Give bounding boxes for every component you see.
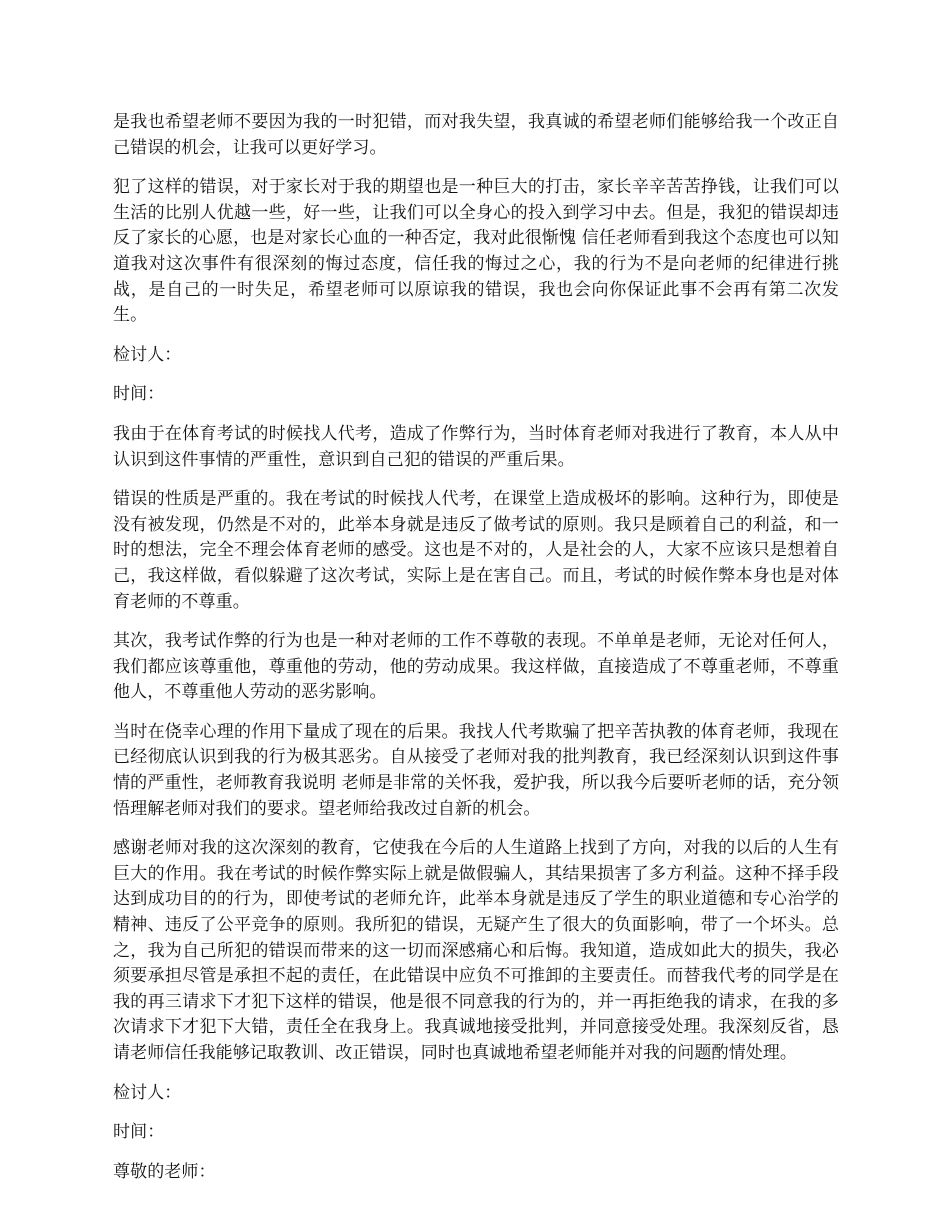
paragraph-exam-cheating: 我由于在体育考试的时候找人代考，造成了作弊行为，当时体育老师对我进行了教育，本人从中认识到这件事情的严重性，意识到自己犯的错误的严重后果。 <box>113 423 839 470</box>
salutation: 尊敬的老师： <box>113 1161 216 1182</box>
paragraph-disrespect: 其次，我考试作弊的行为也是一种对老师的工作不尊敬的表现。不单单是老师，无论对任何人，我们都应该尊重他，尊重他的劳动，他的劳动成果。我这样做，直接造成了不尊重老师，不尊重他人，不尊重他人劳动的恶劣影响。 <box>113 631 839 703</box>
paragraph-hope-teacher: 是我也希望老师不要因为我的一时犯错，而对我失望，我真诚的希望老师们能够给我一个改正自己错误的机会，让我可以更好学习。 <box>113 112 839 158</box>
paragraph-consequences: 当时在侥幸心理的作用下量成了现在的后果。我找人代考欺骗了把辛苦执教的体育老师，我现在已经彻底认识到我的行为极其恶劣。自从接受了老师对我的批判教育，我已经深刻认识到这件事情的严重性，老师教育我说明 老师是非常的关怀我，爱护我，所以我今后要听老师的话，充分领悟理解老师对我们的要求。望老师给我改过自新的机会。 <box>113 721 839 819</box>
document-page <box>113 110 839 1199</box>
signature-date-label: 时间： <box>113 384 165 405</box>
paragraph-thanks-teacher: 感谢老师对我的这次深刻的教育，它使我在今后的人生道路上找到了方向，对我的以后的人生有巨大的作用。我在考试的时候作弊实际上就是做假骗人，其结果损害了多方利益。这种不择手段达到成功目的的行为，即使考试的老师允许，此举本身就是违反了学生的职业道德和专心治学的精神、违反了公平竞争的原则。我所犯的错误，无疑产生了很大的负面影响，带了一个坏头。总之，我为自己所犯的错误而带来的这一切而深感痛心和后悔。我知道，造成如此大的损失，我必须要承担尽管是承担不起的责任，在此错误中应负不可推卸的主要责任。而替我代考的同学是在我的再三请求下才犯下这样的错误，他是很不同意我的行为的，并一再拒绝我的请求，在我的多次请求下才犯下大错，责任全在我身上。我真诚地接受批判，并同意接受处理。我深刻反省，恳请老师信任我能够记取教训、改正错误，同时也真诚地希望老师能并对我的问题酌情处理。 <box>113 838 839 1063</box>
signature-date-label-2: 时间： <box>113 1122 165 1143</box>
paragraph-serious-nature: 错误的性质是严重的。我在考试的时候找人代考，在课堂上造成极坏的影响。这种行为，即使是没有被发现，仍然是不对的，此举本身就是违反了做考试的原则。我只是顾着自己的利益，和一时的想法，完全不理会体育老师的感受。这也是不对的，人是社会的人，大家不应该只是想着自己，我这样做，看似躲避了这次考试，实际上是在害自己。而且，考试的时候作弊本身也是对体育老师的不尊重。 <box>113 489 839 612</box>
signature-reviewer-label: 检讨人： <box>113 344 182 365</box>
signature-reviewer-label-2: 检讨人： <box>113 1082 182 1103</box>
paragraph-parents-expectation: 犯了这样的错误，对于家长对于我的期望也是一种巨大的打击，家长辛辛苦苦挣钱，让我们可以生活的比别人优越一些，好一些，让我们可以全身心的投入到学习中去。但是，我犯的错误却违反了家长的心愿，也是对家长心血的一种否定，我对此很惭愧 信任老师看到我这个态度也可以知道我对这次事件有很深刻的悔过态度，信任我的悔过之心，我的行为不是向老师的纪律进行挑战，是自己的一时失足，希望老师可以原谅我的错误，我也会向你保证此事不会再有第二次发生。 <box>113 177 839 326</box>
